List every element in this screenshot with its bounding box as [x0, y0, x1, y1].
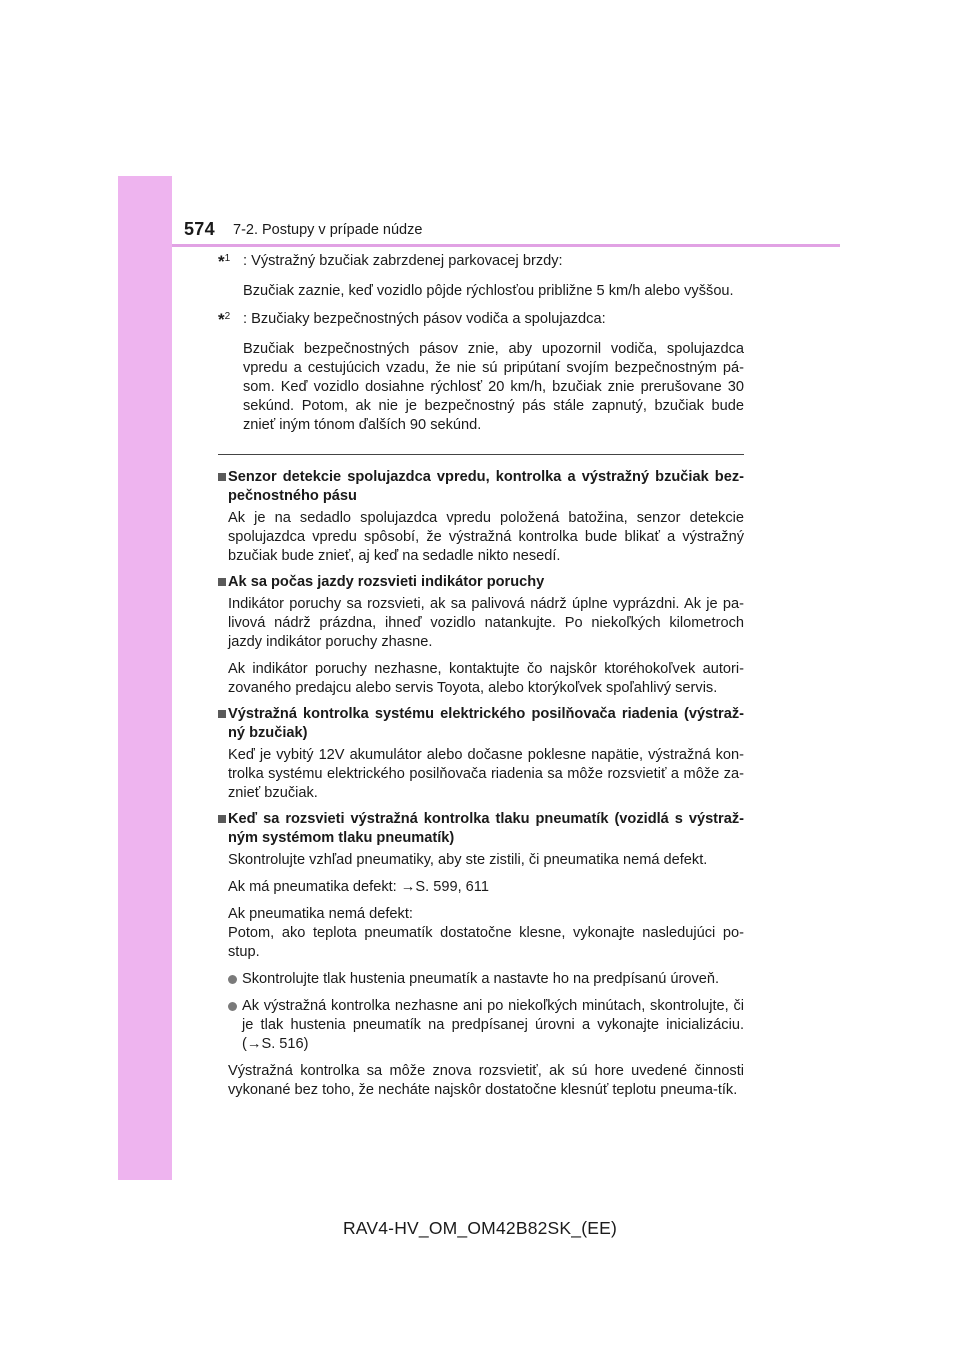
item-heading: Keď sa rozsvieti výstražná kontrolka tlaku pneumatík (vozidlá s výstraž-ným systémom tlaku pneumatík): [228, 810, 744, 848]
header-rule: [172, 244, 840, 247]
list-item: Ak výstražná kontrolka nezhasne ani po niekoľkých minútach, skontrolujte, či je tlak hustenia pneumatík na predpísanej úrovni a vykonajte inicializáciu. (→S. 516): [228, 997, 744, 1054]
item-paragraph: Skontrolujte vzhľad pneumatiky, aby ste zistili, či pneumatika nemá defekt.: [228, 852, 708, 868]
item-paragraph: Indikátor poruchy sa rozsvieti, ak sa palivová nádrž úplne vyprázdni. Ak je pa-livová nádrž prázdna, ihneď vozidlo natankujte. Po niekoľkých kilometroch jazdy indikátor poruchy zhasne.: [228, 596, 744, 650]
square-bullet-icon: [218, 815, 226, 823]
item-paragraph: Ak má pneumatika defekt: →S. 599, 611: [228, 879, 489, 895]
chapter-sidebar-tab: [118, 176, 172, 1180]
item-paragraph: Výstražná kontrolka sa môže znova rozsvietiť, ak sú hore uvedené činnosti vykonané bez toho, že necháte najskôr dostatočne klesnúť teplotu pneuma-tík.: [228, 1063, 744, 1098]
info-item-tire-pressure: [218, 810, 744, 1100]
round-bullet-icon: [228, 1002, 237, 1011]
square-bullet-icon: [218, 710, 226, 718]
footnote-1-body: Bzučiak zaznie, keď vozidlo pôjde rýchlosťou približne 5 km/h alebo vyššou.: [243, 283, 734, 299]
item-paragraph: Ak pneumatika nemá defekt:: [228, 906, 413, 922]
item-paragraph: Ak je na sedadlo spolujazdca vpredu položená batožina, senzor detekcie spolujazdca vpredu spôsobí, že výstražná kontrolka bude blikať a výstražný bzučiak bude znieť, aj keď na sedadle nikto nesedí.: [228, 510, 744, 564]
item-paragraph: Potom, ako teplota pneumatík dostatočne klesne, vykonajte nasledujúci po-stup.: [228, 925, 744, 960]
footnote-mark-2: *$^2$: [218, 310, 231, 329]
item-heading: Ak sa počas jazdy rozsvieti indikátor poruchy: [228, 573, 744, 592]
info-item-passenger-sensor: [218, 468, 744, 566]
square-bullet-icon: [218, 473, 226, 481]
list-item: Skontrolujte tlak hustenia pneumatík a nastavte ho na predpísanú úroveň.: [228, 970, 744, 989]
footnote-2-title: *$^2$ : Bzučiaky bezpečnostných pásov vodiča a spolujazdca:: [218, 310, 744, 329]
item-paragraph: Keď je vybitý 12V akumulátor alebo dočasne poklesne napätie, výstražná kon-trolka systému elektrického posilňovača riadenia sa môže rozsvietiť a môže za-znieť bzučiak.: [228, 747, 744, 801]
document-code-footer: RAV4-HV_OM_OM42B82SK_(EE): [342, 1218, 618, 1238]
item-paragraph: Ak indikátor poruchy nezhasne, kontaktujte čo najskôr ktoréhokoľvek autori-zovaného predajcu alebo servis Toyota, alebo ktorýkoľvek spoľahlivý servis.: [228, 661, 744, 696]
square-bullet-icon: [218, 578, 226, 586]
section-title: 7-2. Postupy v prípade núdze: [233, 222, 423, 238]
footnote-2-body: Bzučiak bezpečnostných pásov znie, aby upozornil vodiča, spolujazdca vpredu a cestujúcich vzadu, že nie sú pripútaní svojím bezpečnostným pá-som. Keď vozidlo dosiahne rýchlosť 20 km/h, bzučiak znie prerušovane 30 sekúnd. Potom, ak nie je bezpečnostný pás stále zapnutý, bzučiak bude znieť iným tónom ďalších 90 sekúnd.: [243, 341, 744, 433]
round-bullet-icon: [228, 975, 237, 984]
footnote-mark-1: *$^1$: [218, 252, 231, 271]
info-item-power-steering: [218, 705, 744, 803]
page-number: 574: [184, 219, 215, 239]
page-content: [218, 252, 744, 1100]
info-item-malfunction-indicator: [218, 573, 744, 698]
footnote-1-title: *$^1$ : Výstražný bzučiak zabrzdenej parkovacej brzdy:: [218, 252, 744, 271]
section-divider: [218, 454, 744, 455]
item-heading: Senzor detekcie spolujazdca vpredu, kontrolka a výstražný bzučiak bez-pečnostného pásu: [228, 468, 744, 506]
item-heading: Výstražná kontrolka systému elektrického posilňovača riadenia (výstraž-ný bzučiak): [228, 705, 744, 743]
